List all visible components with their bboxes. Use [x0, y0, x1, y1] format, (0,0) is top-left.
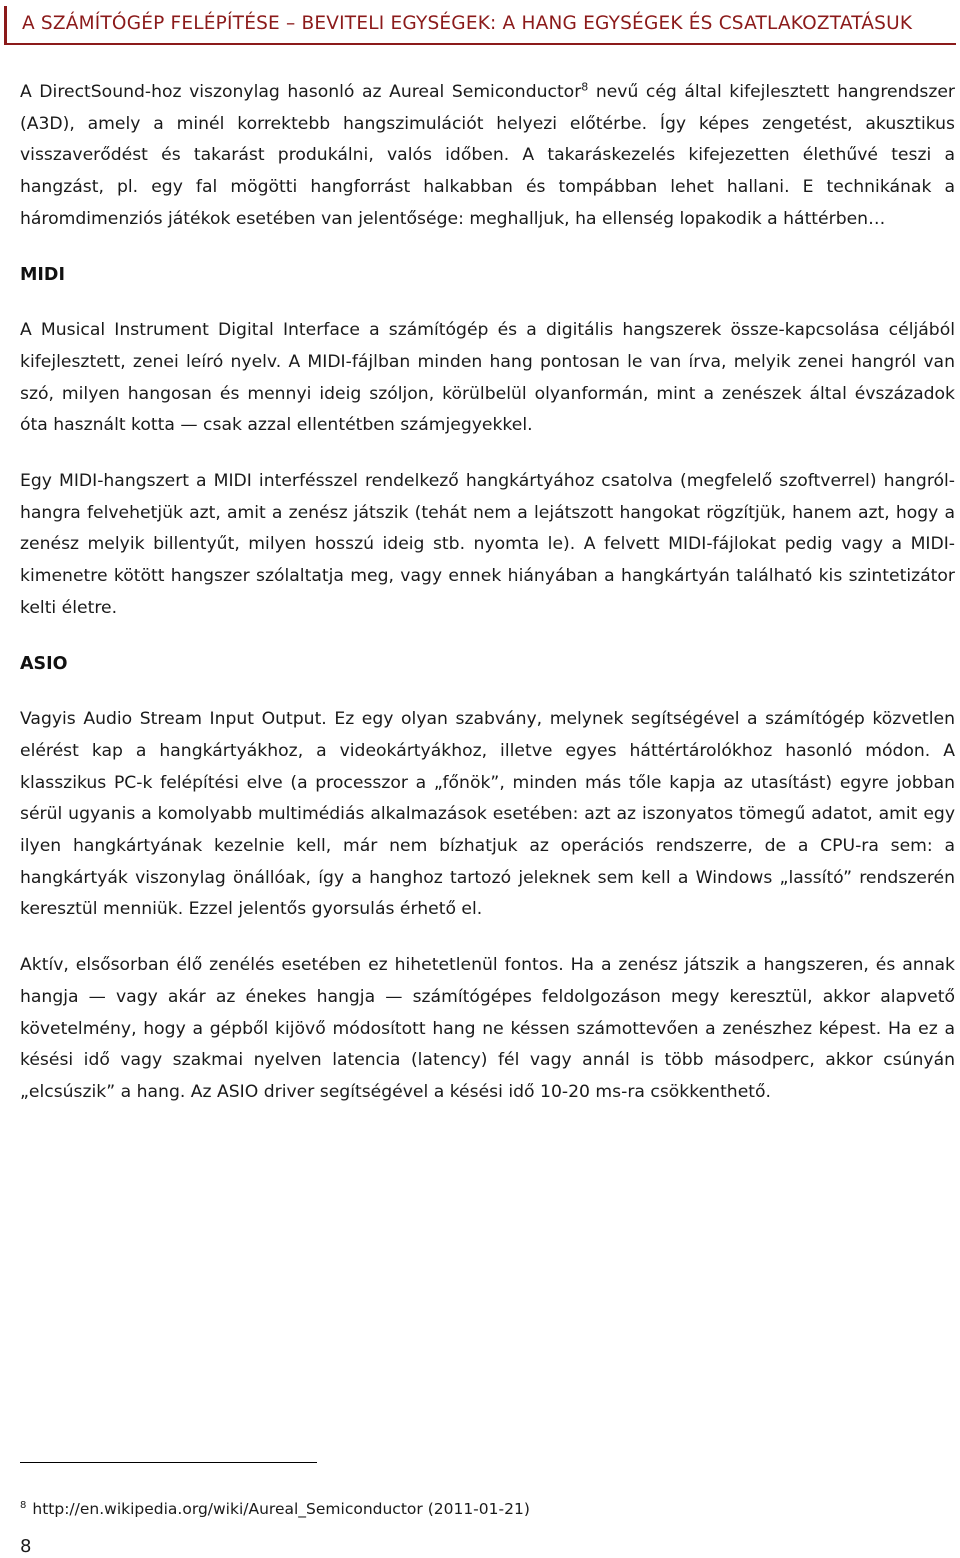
footnote-separator	[20, 1462, 317, 1463]
footnote-text: http://en.wikipedia.org/wiki/Aureal_Semiconductor (2011-01-21)	[32, 1500, 530, 1519]
footnote-mark: 8	[20, 1500, 27, 1511]
page-body	[20, 77, 955, 1109]
header-left-rule	[4, 6, 7, 44]
page-number: 8	[20, 1536, 32, 1557]
paragraph-midi-recording: Egy MIDI-hangszert a MIDI interfésszel rendelkező hangkártyához csatolva (megfelelő szoftverrel) hangról-hangra felvehetjük azt, amit a zenész játszik (tehát nem a lejátszott hangokat rögzítjük, hanem azt, hogy a zenész melyik billentyűt, milyen hosszú ideig stb. nyomta le). A felvett MIDI-fájlokat pedig vagy a MIDI-kimenetre kötött hangszer szólaltatja meg, vagy ennek hiányában a hangkártyán található kis szintetizátor kelti életre.	[20, 471, 955, 618]
heading-asio: ASIO	[20, 653, 68, 674]
header-title: A SZÁMÍTÓGÉP FELÉPÍTÉSE – BEVITELI EGYSÉGEK: A HANG EGYSÉGEK ÉS CSATLAKOZTATÁSUK	[22, 13, 913, 34]
footnote-reference: 8	[581, 80, 589, 94]
paragraph-a3d	[20, 77, 955, 236]
header-bottom-rule	[4, 43, 956, 45]
paragraph-asio-intro: Vagyis Audio Stream Input Output. Ez egy olyan szabvány, melynek segítségével a számítógép közvetlen elérést kap a hangkártyákhoz, a videokártyákhoz, illetve egyes háttértárolókhoz hasonló módon. A klasszikus PC-k felépítési elve (a processzor a „főnök”, minden más tőle kapja az utasítást) egyre jobban sérül ugyanis a komolyabb multimédiás alkalmazások esetében: azt az iszonyatos tömegű adatot, amit egy ilyen hangkártyának kezelnie kell, már nem bízhatjuk az operációs rendszerre, de a CPU-ra sem: a hangkártyák viszonylag önállóak, így a hanghoz tartozó jeleknek sem kell a Windows „lassító” rendszerén keresztül menniük. Ezzel jelentős gyorsulás érhető el.	[20, 709, 955, 920]
footnote	[20, 1500, 530, 1518]
paragraph-a3d-start: A DirectSound-hoz viszonylag hasonló az Aureal Semiconductor	[20, 82, 582, 102]
heading-midi: MIDI	[20, 264, 65, 285]
paragraph-a3d-rest: nevű cég által kifejlesztett hangrendszer (A3D), amely a minél korrektebb hangszimulációt helyezi előtérbe. Így képes zengetést, akusztikus visszaverődést és takarást produkálni, valós időben. A takaráskezelés kifejezetten élethűvé teszi a hangzást, pl. egy fal mögötti hangforrást halkabban és tompábban lehet hallani. E technikának a háromdimenziós játékok esetében van jelentősége: meghalljuk, ha ellenség lopakodik a háttérben…	[20, 82, 955, 229]
paragraph-midi-intro: A Musical Instrument Digital Interface a számítógép és a digitális hangszerek össze-kapcsolása céljából kifejlesztett, zenei leíró nyelv. A MIDI-fájlban minden hang pontosan le van írva, melyik zenei hangról van szó, milyen hangosan és mennyi ideig szóljon, körülbelül olyanformán, mint a zenészek által évszázadok óta használt kotta — csak azzal ellentétben számjegyekkel.	[20, 320, 955, 436]
paragraph-asio-latency: Aktív, elsősorban élő zenélés esetében ez hihetetlenül fontos. Ha a zenész játszik a hangszeren, és annak hangja — vagy akár az énekes hangja — számítógépes feldolgozáson megy keresztül, akkor alapvető követelmény, hogy a gépből kijövő módosított hang ne késsen számottevően a zenészhez képest. Ha ez a késési idő vagy szakmai nyelven latencia (latency) fél vagy annál is több másodperc, akkor csúnyán „elcsúszik” a hang. Az ASIO driver segítségével a késési idő 10-20 ms-ra csökkenthető.	[20, 955, 955, 1102]
page-header	[0, 0, 960, 44]
